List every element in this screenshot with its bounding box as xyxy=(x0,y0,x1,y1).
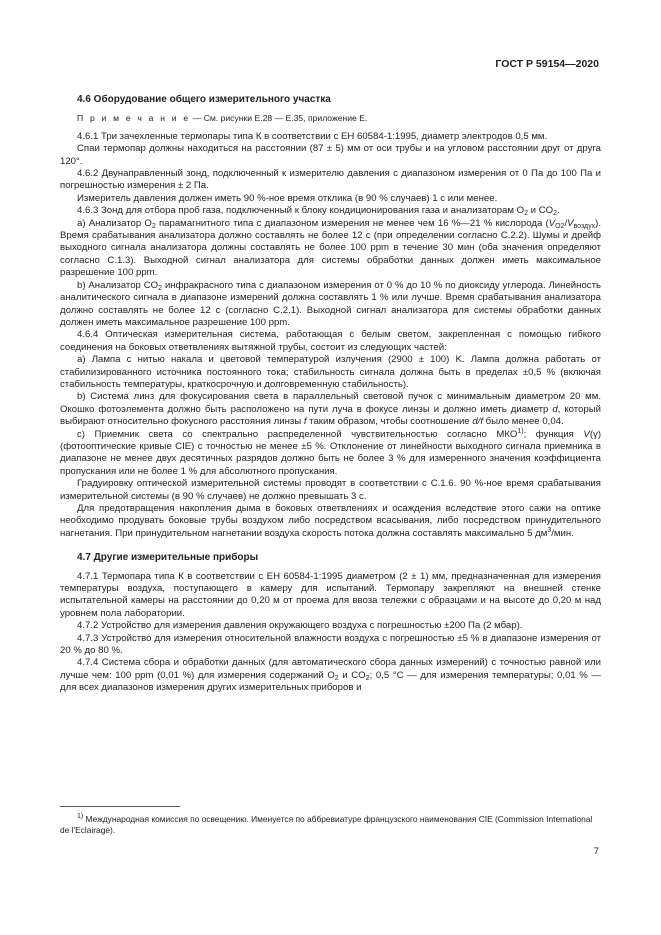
text-span: ). Время срабатывания анализатора должно составлять не более 12 с (при определении согласно С.2.2). Шумы и дрейф выходного сигнала анализатора должны составлять не более 100 ppm в течение 30 мин (оба значения определяют согласно С.1.3). Выходной сигнал анализатора для системы обработки данных должен иметь максимальное разрешение 100 ppm. xyxy=(60,217,601,279)
subscript: O2 xyxy=(555,222,565,230)
note-label: П р и м е ч а н и е xyxy=(77,113,191,124)
para-4-6-2-b: Измеритель давления должен иметь 90 %-ное время отклика (в 90 % случаев) 1 с или менее. xyxy=(77,192,498,204)
text-span: a) Анализатор O xyxy=(77,217,152,229)
para-4-6-2: 4.6.2 Двунаправленный зонд, подключенный к измерителю давления с диапазоном измерения от 0 Па до 100 Па и погрешностью измерения ± 2 Па. xyxy=(60,168,601,192)
subscript: 2 xyxy=(365,674,370,682)
subscript: 2 xyxy=(524,210,529,218)
text-span: и CO xyxy=(338,669,366,681)
text-span: b) Система линз для фокусирования света в параллельный световой пучок с минимальным диаметром 20 мм. Окошко фотоэлемента должно быть расположено на пути луча в фокусе линзы и должно иметь диаметр xyxy=(60,391,601,415)
text-span: ; 0,5 °С — для измерения температуры; 0,01 % — для всех диапазонов измерения других измерительных приборов и xyxy=(60,669,601,694)
text-span: c) Приемник света со спектрально распределенной чувствительностью согласно МКО xyxy=(77,428,518,440)
text-span: ; функция xyxy=(523,428,584,440)
para-4-6-3-a: a) Анализатор $O_2$ парамагнитного типа с диапазоном измерения не менее чем 16 %—21 % кислорода $(V_{O2}/V_{воздух})$. Время срабатывания анализатора должно составлять не более 12 с (при определении согласно С.2.2). Шумы и дрейф выходного сигнала анализатора должны составлять не более 100 ppm в течение 30 мин (оба значения определяют согласно С.1.3). Выходной сигнал анализатора для системы обработки данных должен иметь максимальное разрешение 100 ppm. xyxy=(60,217,601,279)
symbol-df: d/f xyxy=(472,416,483,428)
text-span: b) Анализатор CO xyxy=(77,279,159,291)
section-gap xyxy=(60,540,601,550)
body-text xyxy=(60,92,601,695)
para-4-6-4-e xyxy=(60,503,601,540)
text-span: Для предотвращения накопления дыма в боковых ответвлениях и осаждения вследствие этого сажи на оптике необходимо продувать боковые трубы воздухом либо посредством всасывания, либо посредством принудительного нагнетания. При принудительном нагнетании воздуха скорость потока должна составлять максимально 5 дм xyxy=(60,503,601,539)
note-text: — См. рисунки Е.28 — Е.35, приложение Е. xyxy=(190,113,368,124)
para-4-7-3: 4.7.3 Устройство для измерения относительной влажности воздуха с погрешностью ±5 % в диапазоне измерения от 20 % до 80 %. xyxy=(60,632,601,657)
page-number: 7 xyxy=(593,846,599,857)
subscript: воздух xyxy=(573,222,596,230)
footnote-mark: 1) xyxy=(77,813,84,820)
text-span: парамагнитного типа с диапазоном измерения не менее чем 16 %—21 % кислорода ( xyxy=(155,217,549,229)
symbol-d: d xyxy=(552,403,558,415)
subscript: 2 xyxy=(334,674,339,682)
symbol-f: f xyxy=(303,416,307,428)
note xyxy=(60,112,601,124)
section-4-6-heading: 4.6 Оборудование общего измерительного участка xyxy=(77,94,331,105)
footnote-ref: 1) xyxy=(517,427,524,435)
text-span: таким образом, чтобы соотношение xyxy=(306,416,473,428)
text-span: 4.6.3 Зонд для отбора проб газа, подключенный к блоку кондиционирования газа и анализаторам O xyxy=(77,205,525,217)
para-4-7-1: 4.7.1 Термопара типа К в соответствии с ЕН 60584-1:1995 диаметром (2 ± 1) мм, предназначенная для измерения температуры воздуха, поступающего в камеру для испытаний. Термопару закрепляют на внешней стенке испытательной камеры на расстоянии до 0,20 м от проема для ввоза тележки с образцами и на высоте до 0,20 м над уровнем пола лаборатории. xyxy=(60,570,601,619)
symbol-v: V xyxy=(567,217,574,229)
para-4-7-2: 4.7.2 Устройство для измерения давления окружающего воздуха с погрешностью ±200 Па (2 мбар). xyxy=(77,620,523,632)
para-4-6-4-a: a) Лампа с нитью накала и цветовой температурой излучения (2900 ± 100) K. Лампа должна работать от стабилизированного источника постоянного тока; стабильность сигнала должна быть в пределах ±0,5 % (включая стабильность температуры, краткосрочную и долговременную стабильность). xyxy=(60,354,601,390)
text-span: , который выбирают относительно фокусного расстояния линзы xyxy=(60,403,601,428)
subscript: 2 xyxy=(158,284,163,292)
para-4-6-3: 4.6.3 Зонд для отбора проб газа, подключенный к блоку кондиционирования газа и анализаторам $O_2$ и $CO_2$. xyxy=(77,205,560,218)
subscript: 2 xyxy=(151,222,156,230)
para-4-6-3-b xyxy=(60,280,601,330)
para-4-6-4-d: Градуировку оптической измерительной системы проводят в соответствии с С.1.6. 90 %-ное время срабатывания измерительной системы (в 90 % случаев) не должно превышать 3 с. xyxy=(60,478,601,502)
symbol-v: V xyxy=(583,428,590,440)
footnote-separator xyxy=(60,806,180,807)
text-span: 4.7.4 Система сбора и обработки данных (для автоматического сбора данных измерений) с точностью равной или лучше чем: 100 ppm (0,01 %) для измерения содержаний O xyxy=(60,657,601,681)
subscript: 2 xyxy=(553,210,558,218)
para-4-6-4-b xyxy=(60,391,601,428)
para-4-7-4 xyxy=(60,657,601,694)
section-4-7-heading: 4.7 Другие измерительные приборы xyxy=(77,552,259,564)
text-span: было менее 0,04. xyxy=(482,416,564,428)
superscript: 3 xyxy=(547,526,552,534)
document-code: ГОСТ Р 59154—2020 xyxy=(495,58,599,70)
footnote xyxy=(60,814,601,836)
para-4-6-4-c xyxy=(60,429,601,479)
para-4-6-1: 4.6.1 Три зачехленные термопары типа К в соответствии с ЕН 60584-1:1995, диаметр электродов 0,5 мм. xyxy=(77,130,548,142)
text-span: (γ) (фотооптические кривые CIE) с точностью не менее ±5 %. Отклонение от линейности выходного сигнала приемника в диапазоне не менее двух десятичных разрядов должно быть не более 3 % для измеренного значения коэффициента пропускания или не более 1 % для абсолютного пропускания. xyxy=(60,428,602,477)
footnote-text: Международная комиссия по освещению. Именуется по аббревиатуре французского наименования CIE (Commission International de l'Eclairage). xyxy=(60,814,593,835)
text-span: и CO xyxy=(528,205,554,217)
text-span: инфракрасного типа с диапазоном измерения от 0 % до 10 % по диоксиду углерода. Линейность аналитического сигнала в диапазоне измерений должна составлять 1 % или лучше. Время срабатывания анализатора должно составлять не более 12 с (согласно С.2.1). Выходной сигнал анализатора для системы обработки данных должен иметь максимальное разрешение 100 ppm. xyxy=(60,279,601,328)
symbol-v: V xyxy=(548,217,556,229)
text-span: /мин. xyxy=(551,527,574,539)
para-4-6-1-b: Спаи термопар должны находиться на расстоянии (87 ± 5) мм от оси трубы и на угловом расстоянии друг от друга 120°. xyxy=(60,143,601,167)
para-4-6-4: 4.6.4 Оптическая измерительная система, работающая с белым светом, закрепленная с помощью гибкого соединения на боковых ответвлениях вытяжной трубы, состоит из следующих частей: xyxy=(60,329,601,353)
